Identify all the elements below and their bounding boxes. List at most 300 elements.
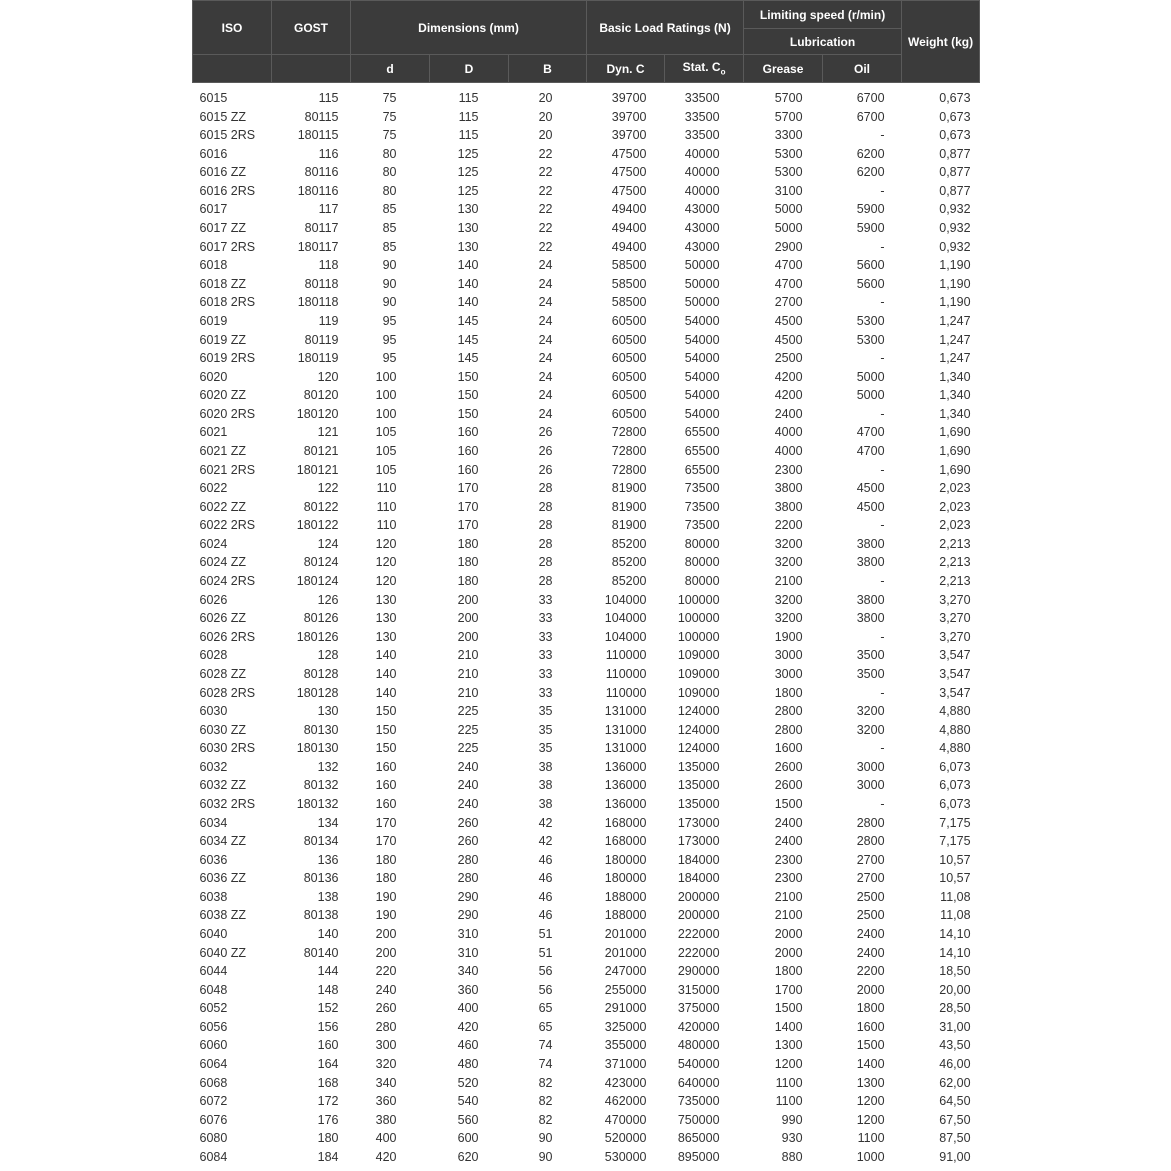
- cell-dyn-c: 201000: [604, 927, 647, 942]
- cell-oil: 4700: [856, 443, 885, 458]
- cell-stat-c: 40000: [684, 183, 720, 198]
- cell-B: 35: [538, 722, 553, 737]
- cell-d: 120: [375, 536, 397, 551]
- cell-weight: 3,270: [939, 611, 971, 626]
- header-iso-spacer: [193, 55, 272, 83]
- cell-dyn-c: 255000: [604, 982, 647, 997]
- cell-iso: 6040: [199, 927, 228, 942]
- cell-oil: 3800: [856, 592, 885, 607]
- table-row: [193, 609, 980, 628]
- cell-D: 240: [457, 759, 479, 774]
- cell-iso: 6064: [199, 1057, 228, 1072]
- cell-dyn-c: 58500: [611, 276, 647, 291]
- table-row: [193, 461, 980, 480]
- table-row: [193, 219, 980, 238]
- cell-D: 180: [457, 555, 479, 570]
- cell-gost: 180128: [296, 685, 339, 700]
- cell-stat-c: 80000: [684, 536, 720, 551]
- cell-D: 115: [458, 109, 479, 124]
- cell-oil: 3500: [856, 666, 885, 681]
- cell-dyn-c: 188000: [604, 889, 647, 904]
- cell-D: 290: [457, 889, 479, 904]
- cell-B: 35: [538, 704, 553, 719]
- cell-oil: -: [880, 239, 885, 254]
- cell-d: 200: [375, 927, 397, 942]
- cell-grease: 1500: [774, 796, 803, 811]
- table-row: [193, 1074, 980, 1093]
- cell-gost: 172: [317, 1094, 339, 1109]
- cell-iso: 6034 ZZ: [199, 834, 247, 849]
- cell-dyn-c: 168000: [604, 834, 647, 849]
- cell-D: 140: [457, 295, 479, 310]
- cell-dyn-c: 131000: [604, 704, 647, 719]
- cell-iso: 6052: [199, 1001, 228, 1016]
- cell-dyn-c: 47500: [611, 146, 647, 161]
- cell-d: 360: [375, 1094, 397, 1109]
- cell-weight: 0,673: [939, 128, 971, 143]
- cell-iso: 6024 2RS: [199, 574, 256, 589]
- cell-weight: 1,690: [939, 443, 971, 458]
- cell-iso: 6019: [199, 313, 228, 328]
- cell-grease: 4500: [774, 313, 803, 328]
- table-row: [193, 591, 980, 610]
- cell-dyn-c: 60500: [611, 388, 647, 403]
- cell-D: 460: [457, 1038, 479, 1053]
- cell-stat-c: 173000: [677, 834, 720, 849]
- cell-stat-c: 43000: [684, 202, 720, 217]
- cell-d: 95: [382, 332, 397, 347]
- cell-weight: 1,247: [939, 351, 971, 366]
- table-row: [193, 535, 980, 554]
- cell-d: 105: [375, 462, 397, 477]
- cell-d: 160: [375, 796, 397, 811]
- cell-grease: 2400: [774, 406, 803, 421]
- cell-gost: 80121: [303, 443, 339, 458]
- cell-grease: 3000: [774, 648, 803, 663]
- cell-iso: 6022: [199, 481, 228, 496]
- cell-weight: 10,57: [939, 871, 971, 886]
- cell-oil: 5900: [856, 202, 885, 217]
- cell-gost: 180117: [297, 239, 339, 254]
- cell-iso: 6020 ZZ: [199, 388, 247, 403]
- cell-iso: 6026 ZZ: [199, 611, 247, 626]
- cell-weight: 1,340: [939, 369, 971, 384]
- cell-oil: 5300: [856, 332, 885, 347]
- cell-iso: 6040 ZZ: [199, 945, 247, 960]
- cell-dyn-c: 520000: [604, 1131, 647, 1146]
- cell-D: 290: [457, 908, 479, 923]
- cell-stat-c: 33500: [684, 91, 720, 105]
- cell-iso: 6044: [199, 964, 228, 979]
- cell-dyn-c: 104000: [604, 611, 647, 626]
- cell-stat-c: 80000: [684, 555, 720, 570]
- cell-iso: 6021: [199, 425, 228, 440]
- cell-grease: 2100: [774, 908, 803, 923]
- cell-iso: 6032 2RS: [199, 796, 256, 811]
- cell-dyn-c: 85200: [611, 574, 647, 589]
- cell-B: 56: [538, 964, 553, 979]
- cell-d: 300: [375, 1038, 397, 1053]
- cell-B: 33: [538, 666, 553, 681]
- cell-B: 33: [538, 611, 553, 626]
- cell-B: 20: [538, 109, 553, 124]
- cell-D: 240: [457, 796, 479, 811]
- cell-gost: 80116: [304, 165, 339, 180]
- table-row: [193, 423, 980, 442]
- cell-grease: 2500: [774, 351, 803, 366]
- cell-stat-c: 222000: [677, 927, 720, 942]
- cell-B: 38: [538, 778, 553, 793]
- cell-B: 56: [538, 982, 553, 997]
- cell-d: 170: [375, 834, 397, 849]
- cell-D: 540: [457, 1094, 479, 1109]
- cell-stat-c: 109000: [677, 648, 720, 663]
- cell-dyn-c: 47500: [611, 183, 647, 198]
- cell-grease: 5000: [774, 221, 803, 236]
- table-row: [193, 721, 980, 740]
- cell-oil: -: [880, 351, 885, 366]
- cell-iso: 6028 2RS: [199, 685, 256, 700]
- cell-gost: 118: [318, 258, 339, 273]
- cell-grease: 2100: [774, 889, 803, 904]
- table-row: [193, 405, 980, 424]
- cell-dyn-c: 201000: [604, 945, 647, 960]
- cell-d: 80: [382, 165, 397, 180]
- table-row: [193, 145, 980, 164]
- cell-gost: 115: [318, 91, 339, 105]
- cell-gost: 180118: [297, 295, 339, 310]
- cell-d: 140: [375, 648, 397, 663]
- cell-iso: 6030 ZZ: [199, 722, 247, 737]
- table-row: [193, 1036, 980, 1055]
- cell-B: 24: [538, 351, 553, 366]
- cell-D: 200: [457, 611, 479, 626]
- header-stat-c: [665, 55, 744, 83]
- cell-oil: -: [880, 518, 885, 533]
- cell-iso: 6019 2RS: [199, 351, 256, 366]
- cell-dyn-c: 168000: [604, 815, 647, 830]
- cell-oil: 1000: [856, 1149, 885, 1164]
- cell-oil: 3200: [856, 722, 885, 737]
- cell-weight: 14,10: [939, 945, 971, 960]
- cell-oil: 6700: [856, 91, 885, 105]
- cell-weight: 0,877: [939, 183, 971, 198]
- cell-D: 170: [457, 481, 479, 496]
- cell-grease: 5700: [774, 109, 803, 124]
- cell-d: 220: [375, 964, 397, 979]
- cell-grease: 3000: [774, 666, 803, 681]
- cell-D: 210: [457, 648, 479, 663]
- cell-B: 46: [538, 852, 553, 867]
- cell-dyn-c: 58500: [611, 295, 647, 310]
- cell-oil: 6200: [856, 165, 885, 180]
- cell-oil: 3000: [856, 778, 885, 793]
- cell-grease: 3200: [774, 592, 803, 607]
- cell-oil: -: [880, 128, 885, 143]
- cell-stat-c: 480000: [677, 1038, 720, 1053]
- cell-B: 33: [538, 685, 553, 700]
- cell-grease: 1600: [774, 741, 803, 756]
- cell-oil: 1100: [857, 1131, 885, 1146]
- cell-stat-c: 80000: [684, 574, 720, 589]
- cell-B: 46: [538, 889, 553, 904]
- cell-D: 260: [457, 815, 479, 830]
- cell-grease: 2800: [774, 722, 803, 737]
- cell-dyn-c: 85200: [611, 536, 647, 551]
- cell-grease: 1700: [774, 982, 803, 997]
- cell-d: 320: [375, 1057, 397, 1072]
- cell-weight: 10,57: [939, 852, 971, 867]
- cell-d: 150: [375, 722, 397, 737]
- header-d-inner: d: [351, 55, 430, 83]
- table-row: [193, 312, 980, 331]
- cell-B: 28: [538, 481, 553, 496]
- cell-oil: 2400: [856, 927, 885, 942]
- cell-stat-c: 200000: [677, 889, 720, 904]
- cell-D: 200: [457, 629, 479, 644]
- cell-weight: 62,00: [939, 1075, 971, 1090]
- cell-dyn-c: 60500: [611, 332, 647, 347]
- cell-B: 82: [538, 1075, 553, 1090]
- cell-d: 240: [375, 982, 397, 997]
- cell-iso: 6016 2RS: [199, 183, 256, 198]
- cell-d: 110: [376, 499, 397, 514]
- cell-gost: 180115: [297, 128, 339, 143]
- cell-oil: -: [880, 183, 885, 198]
- cell-D: 520: [457, 1075, 479, 1090]
- cell-oil: 5600: [856, 276, 885, 291]
- table-row: [193, 962, 980, 981]
- cell-gost: 120: [317, 369, 339, 384]
- cell-dyn-c: 104000: [604, 629, 647, 644]
- cell-weight: 1,340: [939, 406, 971, 421]
- cell-gost: 134: [317, 815, 339, 830]
- cell-gost: 184: [317, 1149, 339, 1164]
- cell-grease: 2100: [774, 574, 803, 589]
- cell-stat-c: 420000: [677, 1019, 720, 1034]
- table-row: [193, 331, 980, 350]
- cell-iso: 6038 ZZ: [199, 908, 247, 923]
- cell-stat-c: 100000: [677, 611, 720, 626]
- cell-weight: 1,190: [939, 295, 971, 310]
- cell-stat-c: 184000: [677, 852, 720, 867]
- cell-gost: 160: [317, 1038, 339, 1053]
- cell-d: 130: [375, 611, 397, 626]
- cell-dyn-c: 60500: [611, 406, 647, 421]
- cell-iso: 6018 ZZ: [199, 276, 247, 291]
- cell-stat-c: 65500: [684, 425, 720, 440]
- bearing-spec-table-container: [192, 0, 979, 1167]
- table-row: [193, 386, 980, 405]
- cell-grease: 1800: [774, 685, 803, 700]
- cell-iso: 6015 ZZ: [199, 109, 247, 124]
- cell-dyn-c: 136000: [604, 778, 647, 793]
- cell-weight: 0,932: [939, 239, 971, 254]
- cell-oil: 3000: [856, 759, 885, 774]
- cell-oil: 1200: [856, 1112, 885, 1127]
- header-stat-c-label: Stat. C: [682, 60, 721, 75]
- cell-iso: 6016: [199, 146, 228, 161]
- cell-weight: 6,073: [939, 778, 971, 793]
- cell-gost: 80124: [303, 555, 339, 570]
- cell-d: 95: [382, 351, 397, 366]
- cell-grease: 1100: [775, 1075, 803, 1090]
- cell-B: 33: [538, 592, 553, 607]
- cell-gost: 180122: [296, 518, 339, 533]
- table-row: [193, 684, 980, 703]
- cell-grease: 1800: [774, 964, 803, 979]
- cell-dyn-c: 81900: [611, 481, 647, 496]
- cell-grease: 2900: [774, 239, 803, 254]
- table-row: [193, 516, 980, 535]
- cell-iso: 6036 ZZ: [199, 871, 247, 886]
- cell-oil: 1500: [856, 1038, 885, 1053]
- cell-iso: 6060: [199, 1038, 228, 1053]
- cell-oil: 5000: [856, 388, 885, 403]
- cell-iso: 6020 2RS: [199, 406, 256, 421]
- cell-d: 110: [376, 518, 397, 533]
- cell-weight: 0,673: [939, 109, 971, 124]
- table-row: [193, 89, 980, 108]
- table-row: [193, 1148, 980, 1167]
- table-row: [193, 126, 980, 145]
- cell-iso: 6017 ZZ: [199, 221, 247, 236]
- cell-d: 100: [375, 406, 397, 421]
- cell-d: 120: [375, 574, 397, 589]
- table-row: [193, 163, 980, 182]
- cell-iso: 6028 ZZ: [199, 666, 247, 681]
- cell-d: 130: [375, 629, 397, 644]
- cell-dyn-c: 131000: [604, 741, 647, 756]
- cell-d: 160: [375, 778, 397, 793]
- cell-stat-c: 54000: [684, 351, 720, 366]
- cell-B: 74: [538, 1057, 553, 1072]
- header-gost-spacer: [272, 55, 351, 83]
- cell-stat-c: 109000: [677, 666, 720, 681]
- cell-iso: 6036: [199, 852, 228, 867]
- cell-d: 80: [382, 146, 397, 161]
- cell-B: 90: [538, 1149, 553, 1164]
- cell-weight: 87,50: [939, 1131, 971, 1146]
- cell-d: 75: [382, 109, 397, 124]
- cell-B: 38: [538, 759, 553, 774]
- cell-gost: 80132: [303, 778, 339, 793]
- header-limiting-speed: Limiting speed (r/min): [744, 1, 902, 29]
- cell-weight: 6,073: [939, 796, 971, 811]
- cell-stat-c: 54000: [684, 332, 720, 347]
- cell-D: 210: [457, 666, 479, 681]
- cell-oil: 2800: [856, 815, 885, 830]
- cell-stat-c: 124000: [677, 722, 720, 737]
- cell-gost: 180130: [296, 741, 339, 756]
- cell-D: 225: [457, 741, 479, 756]
- cell-D: 140: [457, 276, 479, 291]
- cell-oil: 1600: [856, 1019, 885, 1034]
- cell-gost: 180119: [297, 351, 339, 366]
- cell-d: 100: [375, 369, 397, 384]
- cell-weight: 11,08: [940, 889, 971, 904]
- cell-D: 150: [457, 388, 479, 403]
- cell-B: 22: [538, 146, 553, 161]
- cell-stat-c: 173000: [677, 815, 720, 830]
- cell-dyn-c: 110000: [605, 648, 647, 663]
- cell-d: 150: [375, 704, 397, 719]
- cell-stat-c: 43000: [684, 239, 720, 254]
- cell-B: 24: [538, 369, 553, 384]
- cell-gost: 80140: [303, 945, 339, 960]
- cell-gost: 119: [318, 313, 339, 328]
- cell-B: 28: [538, 536, 553, 551]
- cell-iso: 6084: [199, 1149, 228, 1164]
- cell-grease: 2600: [774, 778, 803, 793]
- cell-D: 140: [457, 258, 479, 273]
- cell-d: 140: [375, 685, 397, 700]
- cell-B: 90: [538, 1131, 553, 1146]
- table-row: [193, 646, 980, 665]
- cell-oil: 5600: [856, 258, 885, 273]
- cell-iso: 6076: [199, 1112, 228, 1127]
- cell-gost: 180121: [296, 462, 339, 477]
- cell-weight: 2,213: [939, 555, 971, 570]
- cell-gost: 80115: [304, 109, 339, 124]
- cell-gost: 128: [317, 648, 339, 663]
- cell-stat-c: 54000: [684, 406, 720, 421]
- cell-B: 28: [538, 499, 553, 514]
- cell-weight: 4,880: [939, 704, 971, 719]
- cell-B: 28: [538, 574, 553, 589]
- cell-d: 280: [375, 1019, 397, 1034]
- cell-D: 420: [457, 1019, 479, 1034]
- cell-stat-c: 40000: [684, 146, 720, 161]
- cell-grease: 2800: [774, 704, 803, 719]
- cell-weight: 18,50: [939, 964, 971, 979]
- cell-D: 280: [457, 852, 479, 867]
- cell-gost: 140: [317, 927, 339, 942]
- cell-grease: 2200: [774, 518, 803, 533]
- cell-iso: 6034: [199, 815, 228, 830]
- cell-d: 100: [375, 388, 397, 403]
- table-row: [193, 851, 980, 870]
- cell-d: 150: [375, 741, 397, 756]
- cell-dyn-c: 325000: [604, 1019, 647, 1034]
- cell-stat-c: 375000: [677, 1001, 720, 1016]
- cell-D: 180: [457, 536, 479, 551]
- cell-grease: 2000: [774, 927, 803, 942]
- cell-stat-c: 65500: [684, 462, 720, 477]
- cell-gost: 80118: [304, 276, 339, 291]
- cell-D: 115: [458, 128, 479, 143]
- table-row: [193, 553, 980, 572]
- table-row: [193, 832, 980, 851]
- cell-gost: 116: [318, 146, 339, 161]
- cell-oil: 6200: [856, 146, 885, 161]
- cell-D: 130: [457, 202, 479, 217]
- cell-dyn-c: 110000: [605, 666, 647, 681]
- cell-d: 75: [382, 128, 397, 143]
- cell-gost: 124: [317, 536, 339, 551]
- cell-D: 160: [457, 425, 479, 440]
- cell-D: 145: [457, 313, 479, 328]
- header-lubrication: Lubrication: [744, 29, 902, 55]
- cell-grease: 3200: [774, 536, 803, 551]
- cell-weight: 1,690: [939, 462, 971, 477]
- cell-stat-c: 540000: [677, 1057, 720, 1072]
- cell-stat-c: 124000: [677, 741, 720, 756]
- cell-gost: 121: [317, 425, 339, 440]
- cell-oil: 5000: [856, 369, 885, 384]
- cell-dyn-c: 39700: [611, 128, 647, 143]
- cell-stat-c: 735000: [677, 1094, 720, 1109]
